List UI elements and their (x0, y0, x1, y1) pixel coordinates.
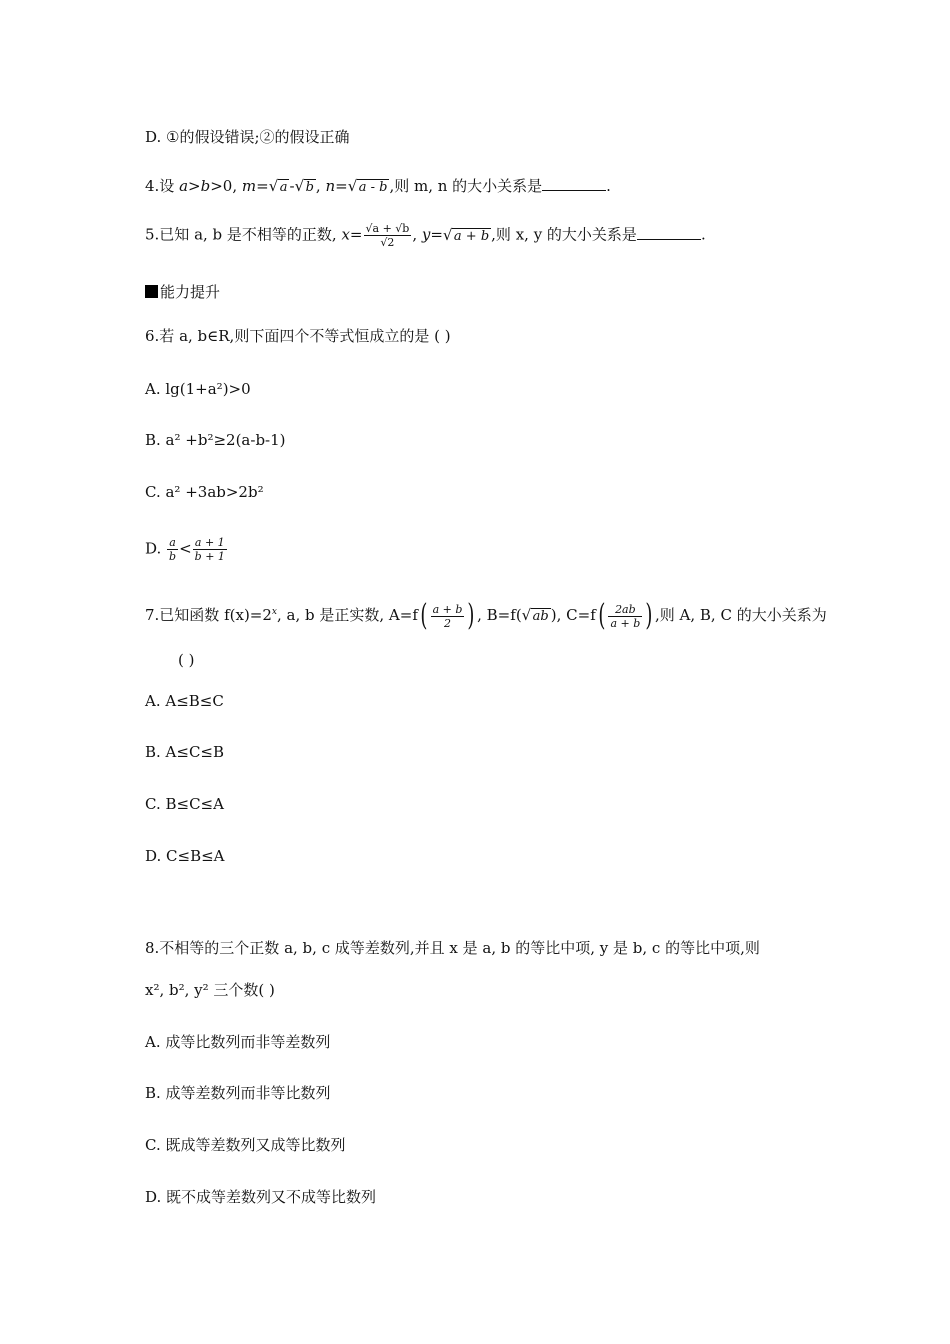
q5-stem (145, 222, 706, 249)
q7-option-d[interactable]: D. C≤B≤A (145, 847, 225, 865)
q4-eq: = (256, 177, 269, 195)
q4-sqrt-b-rad: b (305, 180, 314, 195)
q4-cond-gt0: >0, (210, 177, 238, 195)
q8-option-b[interactable]: B. 成等差数列而非等比数列 (145, 1084, 331, 1102)
q3-option-d: D. ①的假设错误;②的假设正确 (145, 128, 350, 146)
q8-stem-line2: x², b², y² 三个数( ) (145, 981, 275, 999)
q8-option-c[interactable]: C. 既成等差数列又成等比数列 (145, 1136, 346, 1154)
section-marker-icon (145, 285, 158, 298)
q4-sqrt-a-rad: a (279, 180, 288, 195)
q5-x-fraction (364, 222, 412, 249)
q6-d-lden: b (169, 550, 177, 563)
section-title: 能力提升 (160, 283, 221, 301)
q6-d-lt: < (179, 539, 192, 558)
q7-answer-paren: ( ) (178, 651, 195, 669)
q7-c-part: , C=f (556, 606, 596, 624)
q4-sqrt-a (269, 177, 290, 199)
q5-y: y= (421, 225, 443, 244)
q7-option-c[interactable]: C. B≤C≤A (145, 795, 224, 813)
q7-a-den: 2 (444, 616, 451, 630)
q6-d-left-fraction (167, 536, 178, 563)
q7-tail: ,则 A, B, C 的大小关系为 (655, 606, 827, 624)
q4-sqrt-ab-rad: a - b (358, 180, 388, 195)
q6-d-label: D. (145, 539, 162, 558)
q5-x-num: √a + √b (365, 222, 410, 235)
q7-option-b[interactable]: B. A≤C≤B (145, 743, 225, 761)
q7-a-fraction (431, 603, 465, 630)
q4-n: n (325, 177, 336, 195)
q8-stem-line1: 8.不相等的三个正数 a, b, c 成等差数列,并且 x 是 a, b 的等比中项, y 是 b, c 的等比中项,则 (145, 939, 760, 957)
q5-answer-blank[interactable] (637, 225, 701, 240)
q7-a-num: a + b (432, 602, 463, 616)
q4-sqrt-ab (348, 177, 390, 199)
q7-c-fraction (608, 603, 642, 630)
q7-stem: 7.已知函数 $f(x)=2^x$, a, b 是正实数, A=f( $\frac{a + b}{2}$ ) , B=f(√ ab ), C=f( $\frac{2ab}{a + b}$ ) ,则 A, B, C 的大小关系为 (145, 601, 827, 631)
q7-sqrt-ab (522, 606, 551, 628)
q4-tail: ,则 m, n 的大小关系是 (389, 177, 543, 195)
q7-exponent: x (271, 607, 277, 617)
q7-sqrt-ab-rad: ab (532, 609, 549, 624)
q6-stem: 6.若 a, b∈R,则下面四个不等式恒成立的是 ( ) (145, 327, 451, 345)
section-heading (145, 281, 220, 303)
q4-minus: - (289, 177, 295, 195)
q6-d-rden: b + 1 (194, 550, 225, 563)
q5-end: . (700, 225, 706, 244)
q6-option-d[interactable] (145, 536, 228, 563)
q4-cond-gt: > (188, 177, 201, 195)
q4-cond-b: b (200, 177, 211, 195)
q4-cond-a: a (179, 177, 189, 195)
q6-d-lnum: a (167, 536, 178, 550)
q5-tail: ,则 x, y 的大小关系是 (491, 225, 637, 244)
q4-sqrt-b (295, 177, 316, 199)
q5-sep: , (412, 225, 422, 244)
q5-sqrt-ab (443, 226, 491, 248)
q7-c-num: 2ab (608, 603, 642, 617)
q7-option-a[interactable]: A. A≤B≤C (145, 692, 224, 710)
q4-m: m (241, 177, 257, 195)
q5-x-den: √2 (380, 236, 395, 249)
q6-d-right-fraction (193, 536, 227, 563)
q4-stem: 4.设 a>b>0, m=√ a -√ b , n=√ a - b ,则 m, n 的大小关系是 . (145, 175, 611, 199)
q4-end: . (606, 177, 611, 195)
q4-lead: 4.设 (145, 177, 180, 195)
q8-option-a[interactable]: A. 成等比数列而非等差数列 (145, 1033, 331, 1051)
q5-sqrt-ab-rad: a + b (453, 228, 490, 244)
q7-c-den: a + b (610, 616, 641, 630)
q6-option-a[interactable]: A. lg(1+a²)>0 (145, 380, 251, 398)
q7-b-part: , B=f (477, 606, 516, 624)
q8-option-d[interactable]: D. 既不成等差数列又不成等比数列 (145, 1188, 377, 1206)
q5-x: x= (341, 225, 363, 244)
q6-option-c[interactable]: C. a² +3ab>2b² (145, 483, 264, 501)
q7-lead: 7.已知函数 f(x)=2 (145, 606, 272, 624)
q5-lead: 5.已知 a, b 是不相等的正数, (145, 225, 342, 244)
q7-mid: , a, b 是正实数, A=f (277, 606, 418, 624)
q6-option-b[interactable]: B. a² +b²≥2(a-b-1) (145, 431, 286, 449)
q4-answer-blank[interactable] (542, 176, 606, 191)
q4-comma: , (315, 177, 321, 195)
q6-d-rnum: a + 1 (193, 536, 227, 550)
